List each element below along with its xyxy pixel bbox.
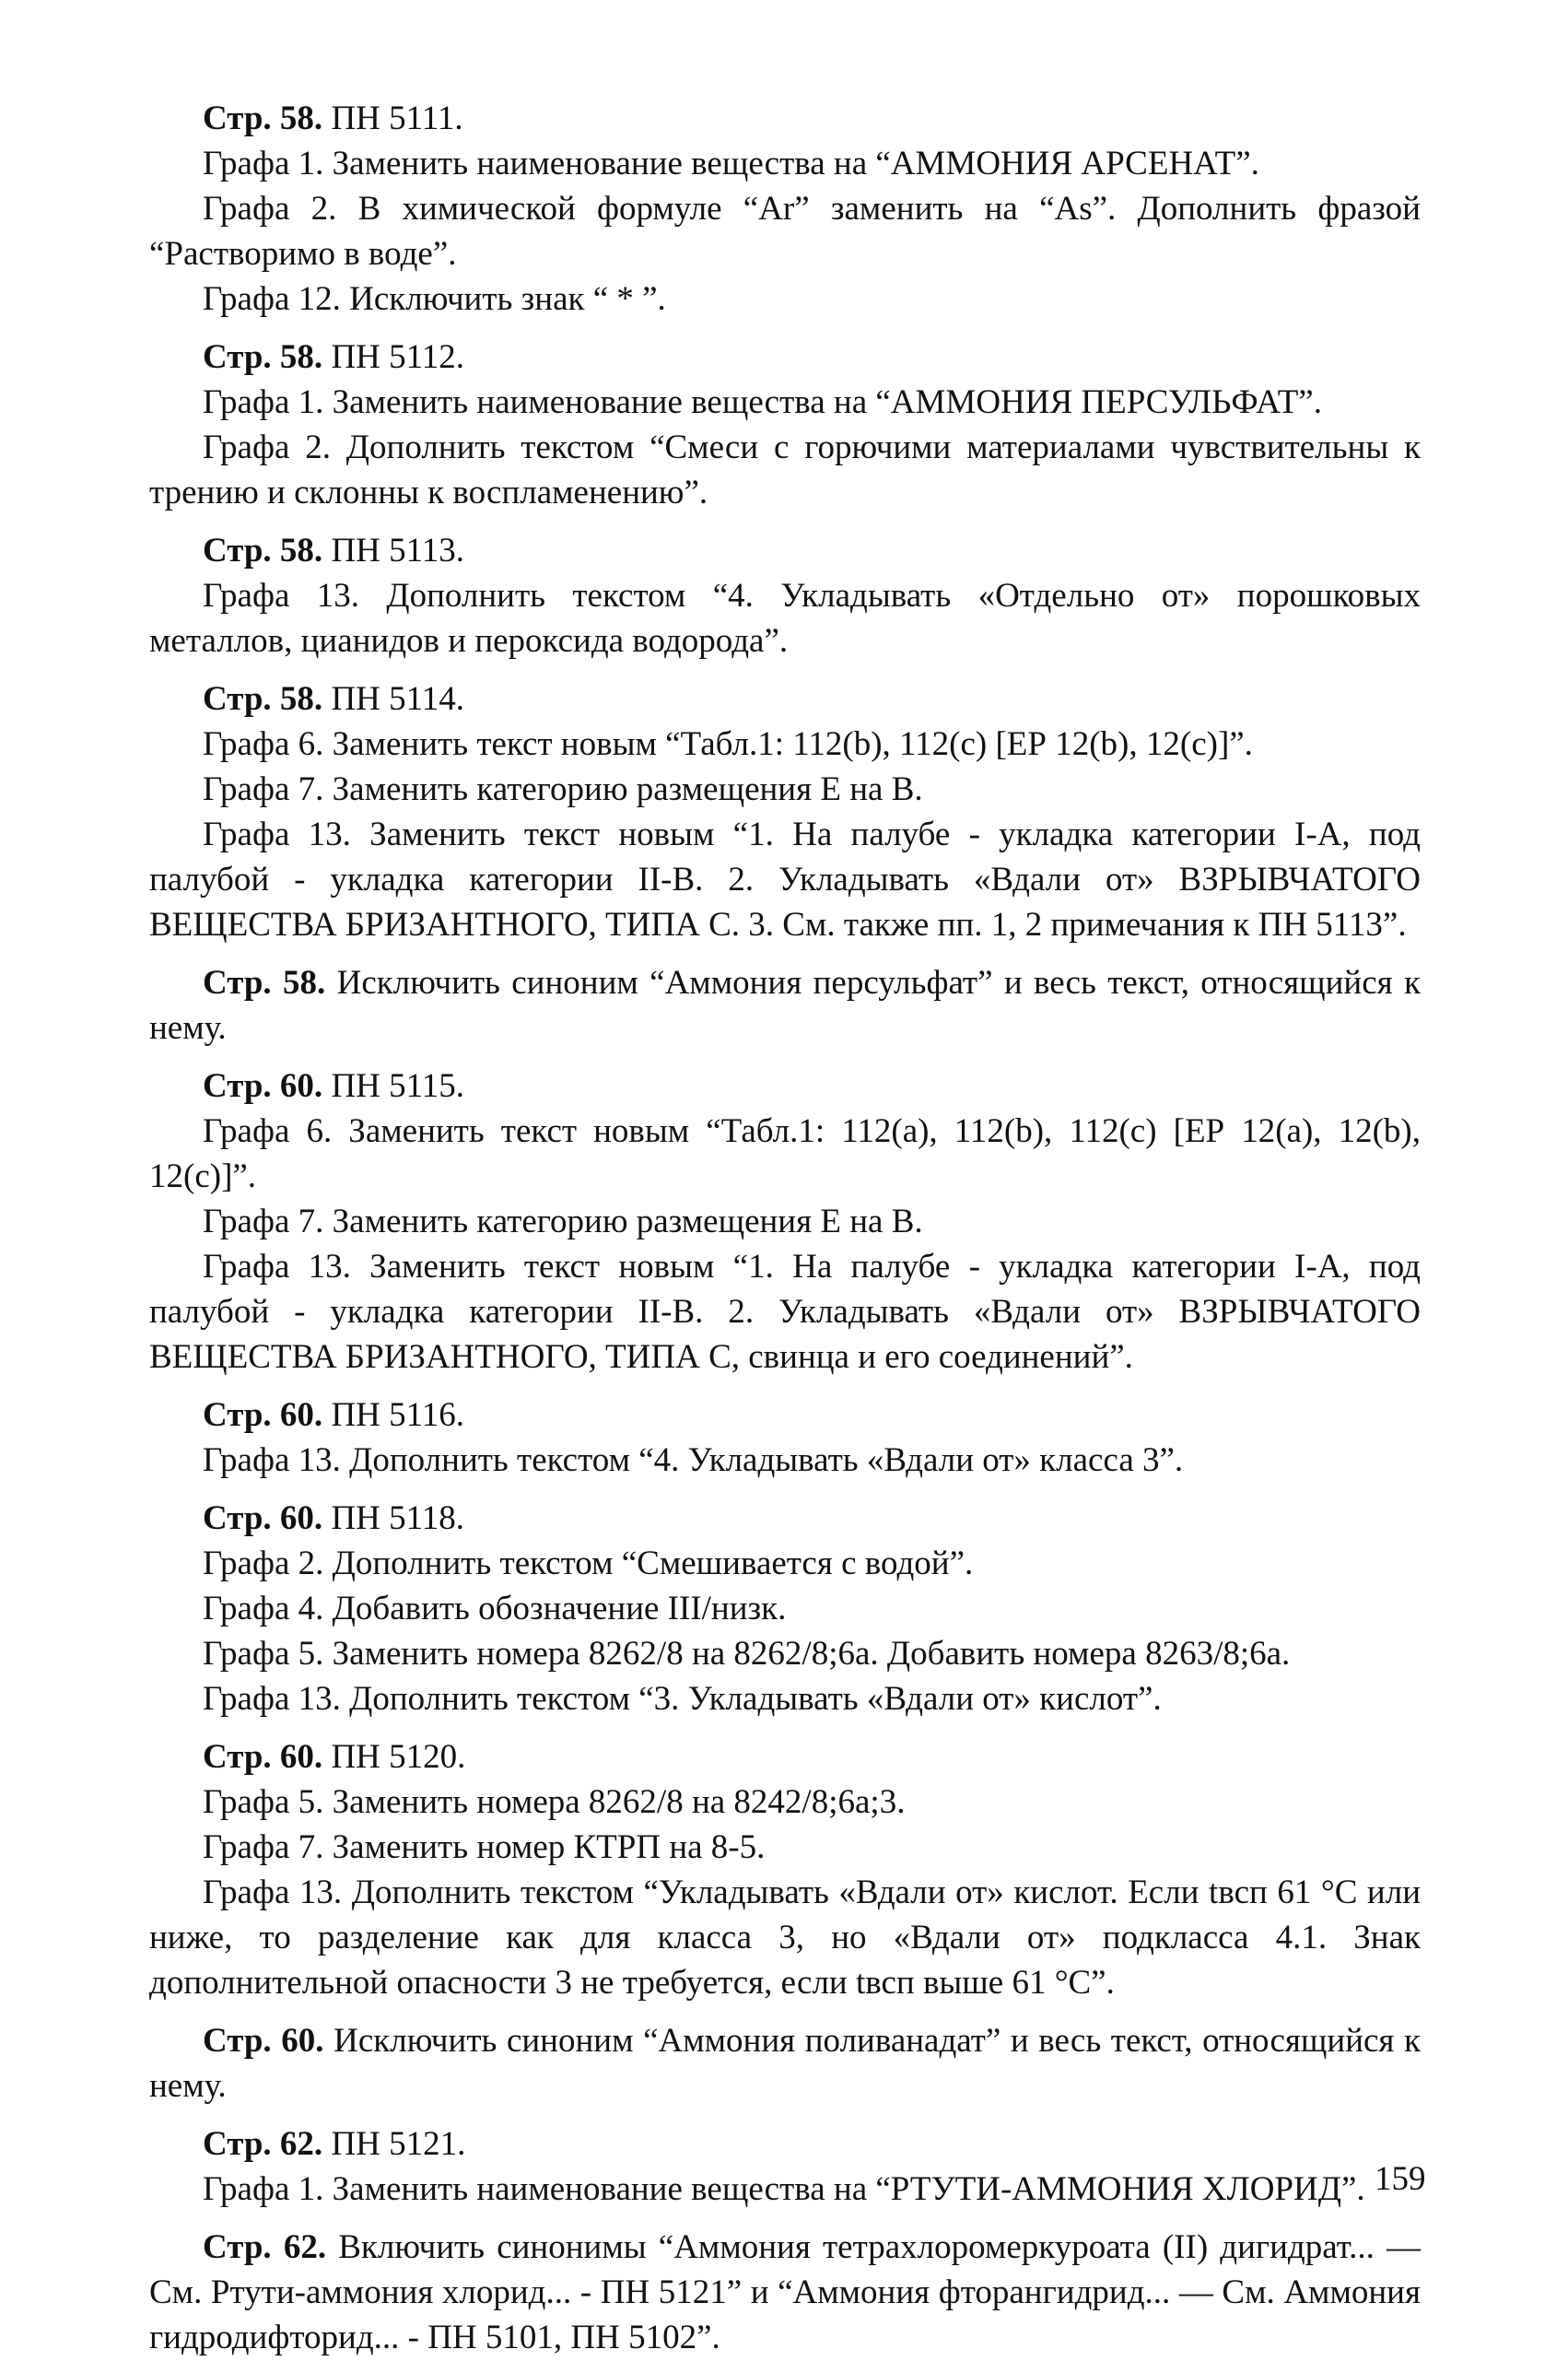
amendment-section: [149, 1392, 1421, 1483]
page-number: 159: [1375, 2160, 1426, 2198]
column-instruction: Графа 7. Заменить категорию размещения Е на В.: [203, 770, 923, 808]
page-reference: Стр. 60.: [203, 1396, 323, 1434]
section-heading: [149, 1063, 1421, 1109]
column-instruction: Графа 13. Заменить текст новым “1. На палубе - укладка категории I-А, под палубой - укладка категории II-В. 2. Укладывать «Вдали от» ВЗРЫВЧАТОГО ВЕЩЕСТВА БРИЗАНТНОГО, ТИПА С. 3. См. также пп. 1, 2 примечания к ПН 5113”.: [149, 816, 1421, 944]
section-text: ПН 5118.: [322, 1499, 465, 1537]
section-text: ПН 5120.: [322, 1738, 466, 1776]
section-text: ПН 5116.: [322, 1396, 465, 1434]
section-heading: [149, 1496, 1421, 1541]
column-instruction: Графа 6. Заменить текст новым “Табл.1: 112(b), 112(c) [ЕР 12(b), 12(c)]”.: [203, 725, 1253, 763]
page-reference: Стр. 60.: [203, 1499, 323, 1537]
column-instruction: Графа 2. Дополнить текстом “Смешивается с водой”.: [203, 1545, 974, 1582]
column-instruction: Графа 13. Дополнить текстом “4. Укладывать «Отдельно от» порошковых металлов, цианидов и пероксида водорода”.: [149, 577, 1421, 660]
amendment-section: [149, 335, 1421, 515]
page-reference: Стр. 62.: [203, 2228, 327, 2266]
page-reference: Стр. 58.: [203, 532, 323, 570]
section-text: ПН 5113.: [322, 532, 465, 570]
section-text: Исключить синоним “Аммония поливанадат” и весь текст, относящийся к нему.: [149, 2022, 1422, 2105]
amendment-section: [149, 1734, 1421, 2005]
page-reference: Стр. 58.: [203, 964, 326, 1002]
amendment-section: [149, 1063, 1421, 1380]
page-reference: Стр. 60.: [203, 1067, 323, 1105]
section-heading: [149, 2121, 1421, 2167]
column-instruction: Графа 5. Заменить номера 8262/8 на 8262/8;6а. Добавить номера 8263/8;6а.: [203, 1635, 1291, 1673]
section-heading: [149, 335, 1421, 380]
page-reference: Стр. 58.: [203, 680, 323, 718]
amendment-paragraph: [149, 2225, 1421, 2360]
column-instruction: Графа 1. Заменить наименование вещества на “РТУТИ-АММОНИЯ ХЛОРИД”.: [203, 2170, 1365, 2208]
amendment-paragraph: [149, 2018, 1421, 2109]
amendment-paragraph: [149, 960, 1421, 1051]
column-instruction: Графа 4. Добавить обозначение III/низк.: [203, 1590, 787, 1627]
section-heading: [149, 1392, 1421, 1438]
page-body: [149, 96, 1421, 2373]
section-text: ПН 5121.: [322, 2125, 466, 2163]
section-text: ПН 5115.: [322, 1067, 465, 1105]
column-instruction: Графа 5. Заменить номера 8262/8 на 8242/8;6а;3.: [203, 1783, 906, 1821]
section-text: ПН 5114.: [322, 680, 465, 718]
column-instruction: Графа 7. Заменить номер КТРП на 8-5.: [203, 1828, 766, 1866]
section-heading: [149, 96, 1421, 141]
amendment-section: [149, 528, 1421, 664]
amendment-section: [149, 96, 1421, 322]
amendment-section: [149, 1496, 1421, 1721]
page-reference: Стр. 58.: [203, 338, 323, 376]
amendment-section: [149, 2225, 1421, 2360]
section-heading: [149, 528, 1421, 573]
page-reference: Стр. 62.: [203, 2125, 323, 2163]
column-instruction: Графа 1. Заменить наименование вещества на “АММОНИЯ ПЕРСУЛЬФАТ”.: [203, 383, 1322, 421]
section-heading: [149, 1734, 1421, 1780]
section-text: Включить синонимы “Аммония тетрахлоромеркуроата (II) дигидрат... — См. Ртути-аммония хлорид... - ПН 5121” и “Аммония фторангидрид... — См. Аммония гидродифторид... - ПН 5101, ПН 5102”.: [149, 2228, 1421, 2356]
column-instruction: Графа 13. Заменить текст новым “1. На палубе - укладка категории I-А, под палубой - укладка категории II-В. 2. Укладывать «Вдали от» ВЗРЫВЧАТОГО ВЕЩЕСТВА БРИЗАНТНОГО, ТИПА С, свинца и его соединений”.: [149, 1248, 1421, 1376]
column-instruction: Графа 12. Исключить знак “ * ”.: [203, 280, 666, 318]
column-instruction: Графа 2. В химической формуле “Ar” заменить на “As”. Дополнить фразой “Растворимо в воде”.: [149, 190, 1421, 273]
amendment-section: [149, 2121, 1421, 2212]
amendment-section: [149, 2018, 1421, 2109]
section-heading: [149, 676, 1421, 722]
amendment-section: [149, 960, 1421, 1051]
section-text: ПН 5112.: [322, 338, 465, 376]
section-text: Исключить синоним “Аммония персульфат” и весь текст, относящийся к нему.: [149, 964, 1421, 1047]
amendment-section: [149, 676, 1421, 947]
page-reference: Стр. 58.: [203, 100, 323, 137]
column-instruction: Графа 13. Дополнить текстом “3. Укладывать «Вдали от» кислот”.: [203, 1680, 1162, 1718]
page-reference: Стр. 60.: [203, 1738, 323, 1776]
page-reference: Стр. 60.: [203, 2022, 324, 2060]
section-text: ПН 5111.: [322, 100, 463, 137]
column-instruction: Графа 1. Заменить наименование вещества на “АММОНИЯ АРСЕНАТ”.: [203, 145, 1259, 182]
column-instruction: Графа 7. Заменить категорию размещения Е на В.: [203, 1203, 923, 1240]
column-instruction: Графа 13. Дополнить текстом “4. Укладывать «Вдали от» класса 3”.: [203, 1441, 1184, 1479]
column-instruction: Графа 13. Дополнить текстом “Укладывать «Вдали от» кислот. Если tвсп 61 °С или ниже, то разделение как для класса 3, но «Вдали от» подкласса 4.1. Знак дополнительной опасности 3 не требуется, если tвсп выше 61 °С”.: [149, 1874, 1421, 2002]
column-instruction: Графа 2. Дополнить текстом “Смеси с горючими материалами чувствительны к трению и склонны к воспламенению”.: [149, 429, 1421, 511]
column-instruction: Графа 6. Заменить текст новым “Табл.1: 112(a), 112(b), 112(c) [ЕР 12(a), 12(b), 12(c)]”.: [149, 1112, 1421, 1195]
